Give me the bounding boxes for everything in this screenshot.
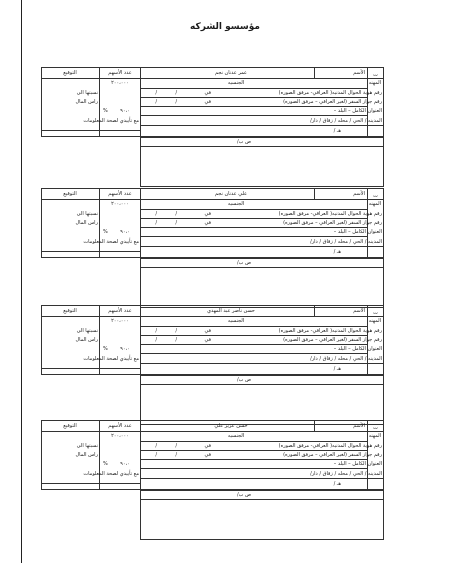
date-in-label: في	[204, 220, 211, 226]
shares-value: ٢٠٠،٠٠٠	[111, 80, 129, 86]
table-row-line	[140, 246, 384, 247]
table-row-line	[140, 106, 367, 107]
founder-notes-box	[140, 375, 384, 425]
shares-header: عدد الأسهم	[108, 70, 132, 76]
table-row-line	[140, 146, 384, 147]
city-row-label: المدينه / الحي / محله / زقاق / دار/	[310, 118, 382, 124]
id-card-label: رقم هوية الحوال المدنيه( العراقي- مرفق الصوره)	[278, 328, 382, 334]
founder-notes-box	[140, 258, 384, 308]
date-in-label: في	[204, 337, 211, 343]
table-row-line	[140, 375, 384, 376]
table-row-line	[140, 478, 384, 479]
table-row-line	[41, 199, 384, 200]
table-row-line	[140, 450, 367, 451]
percent-symbol: %	[103, 461, 108, 467]
date-slash: /	[175, 90, 177, 96]
date-in-label: في	[204, 328, 211, 334]
signature-header: التوقيع	[63, 191, 77, 197]
date-slash: /	[175, 99, 177, 105]
seq-header: ت	[373, 425, 378, 431]
profession-label: المهنه	[368, 80, 381, 86]
founder-name: حسن ناصر عبد المهدي	[207, 308, 255, 314]
percent-symbol: %	[103, 108, 108, 114]
po-box-label: ص ب/	[236, 260, 251, 266]
table-row-line	[140, 363, 384, 364]
city-row-label: المدينه / الحي / محله / زقاق / دار/	[310, 471, 382, 477]
page-left-edge-line	[21, 0, 22, 563]
capital-label: راس المال	[75, 337, 98, 343]
table-row-line	[41, 251, 140, 252]
table-row-line	[41, 78, 384, 79]
shares-value: ٢٠٠،٠٠٠	[111, 433, 129, 439]
date-slash: /	[175, 443, 177, 449]
founder-name: عمر عدنان نجم	[215, 70, 247, 76]
name-header: الأسم	[353, 191, 365, 197]
name-header: الأسم	[353, 423, 365, 429]
table-row-line	[140, 137, 384, 138]
ratio-label: نسبتها الى	[76, 211, 98, 217]
table-row-line	[140, 258, 384, 259]
table-row-line	[140, 441, 367, 442]
percent-value: ٩٠،٠	[120, 229, 130, 235]
h-label: هـ /	[333, 366, 341, 372]
city-row-label: المدينه / الحي / محله / زقاق / دار/	[310, 239, 382, 245]
shares-header: عدد الأسهم	[108, 308, 132, 314]
city-row-label: المدينه / الحي / محله / زقاق / دار/	[310, 356, 382, 362]
table-row-line	[140, 326, 367, 327]
profession-label: المهنه	[368, 318, 381, 324]
table-row-line	[140, 267, 384, 268]
date-slash: /	[155, 99, 157, 105]
passport-label: رقم جواز السفر (لغير العراقي – مرفق الصوره)	[283, 220, 382, 226]
ratio-label: نسبتها الى	[76, 328, 98, 334]
table-row-line	[41, 483, 140, 484]
table-divider	[140, 420, 141, 540]
address-label: العنوان الكامل – البلد –	[333, 346, 382, 352]
date-in-label: في	[204, 452, 211, 458]
date-slash: /	[175, 452, 177, 458]
table-row-line	[140, 97, 367, 98]
signature-header: التوقيع	[63, 70, 77, 76]
date-in-label: في	[204, 211, 211, 217]
percent-value: ٩٠،٠	[120, 108, 130, 114]
table-row-line	[140, 353, 367, 354]
nationality-label: الجنسيه	[227, 80, 245, 86]
table-row-line	[140, 236, 367, 237]
table-divider	[140, 67, 141, 187]
ratio-label: نسبتها الى	[76, 443, 98, 449]
table-row-line	[140, 88, 367, 89]
ratio-label: نسبتها الى	[76, 90, 98, 96]
date-in-label: في	[204, 99, 211, 105]
po-box-label: ص ب/	[236, 139, 251, 145]
date-slash: /	[155, 220, 157, 226]
capital-label: راس المال	[75, 220, 98, 226]
nationality-label: الجنسيه	[227, 201, 245, 207]
table-row-line	[140, 218, 367, 219]
shares-header: عدد الأسهم	[108, 423, 132, 429]
nationality-label: الجنسيه	[227, 433, 245, 439]
founder-notes-box	[140, 137, 384, 187]
signature-header: التوقيع	[63, 308, 77, 314]
passport-label: رقم جواز السفر (لغير العراقي – مرفق الصوره)	[283, 99, 382, 105]
percent-value: ٩٠،٠	[120, 346, 130, 352]
table-row-line	[41, 316, 384, 317]
date-slash: /	[155, 443, 157, 449]
table-row-line	[41, 130, 140, 131]
table-row-line	[140, 115, 367, 116]
table-row-line	[140, 335, 367, 336]
shares-value: ٢٠٠،٠٠٠	[111, 318, 129, 324]
id-card-label: رقم هوية الحوال المدنيه( العراقي- مرفق الصوره)	[278, 211, 382, 217]
table-row-line	[140, 490, 384, 491]
seq-header: ت	[373, 193, 378, 199]
address-label: العنوان الكامل – البلد –	[333, 108, 382, 114]
confirm-label: مع تأييدي لصحة المعلومات	[83, 471, 139, 477]
name-header: الأسم	[353, 70, 365, 76]
confirm-label: مع تأييدي لصحة المعلومات	[83, 356, 139, 362]
percent-symbol: %	[103, 229, 108, 235]
document-title: مؤسسو الشركه	[190, 22, 260, 32]
table-row-line	[140, 459, 367, 460]
date-slash: /	[155, 328, 157, 334]
date-slash: /	[175, 328, 177, 334]
date-slash: /	[175, 337, 177, 343]
signature-header: التوقيع	[63, 423, 77, 429]
shares-value: ٢٠٠،٠٠٠	[111, 201, 129, 207]
id-card-label: رقم هوية الحوال المدنيه( العراقي- مرفق الصوره)	[278, 443, 382, 449]
po-box-label: ص ب/	[236, 492, 251, 498]
table-row-line	[140, 499, 384, 500]
table-row-line	[140, 125, 384, 126]
h-label: هـ /	[333, 128, 341, 134]
date-slash: /	[155, 90, 157, 96]
id-card-label: رقم هوية الحوال المدنيه( العراقي- مرفق الصوره)	[278, 90, 382, 96]
table-row-line	[140, 344, 367, 345]
table-divider	[140, 188, 141, 308]
percent-symbol: %	[103, 346, 108, 352]
h-label: هـ /	[333, 249, 341, 255]
date-slash: /	[175, 211, 177, 217]
table-row-line	[140, 209, 367, 210]
address-label: العنوان الكامل – البلد –	[333, 229, 382, 235]
confirm-label: مع تأييدي لصحة المعلومات	[83, 118, 139, 124]
passport-label: رقم جواز السفر (لغير العراقي – مرفق الصوره)	[283, 452, 382, 458]
h-label: هـ /	[333, 481, 341, 487]
profession-label: المهنه	[368, 201, 381, 207]
table-divider	[140, 305, 141, 425]
table-row-line	[41, 431, 384, 432]
profession-label: المهنه	[368, 433, 381, 439]
date-slash: /	[155, 337, 157, 343]
address-label: العنوان الكامل – البلد –	[333, 461, 382, 467]
table-row-line	[41, 368, 140, 369]
date-slash: /	[155, 211, 157, 217]
capital-label: راس المال	[75, 452, 98, 458]
table-row-line	[140, 468, 367, 469]
date-in-label: في	[204, 90, 211, 96]
seq-header: ت	[373, 310, 378, 316]
founder-notes-box	[140, 490, 384, 540]
passport-label: رقم جواز السفر (لغير العراقي – مرفق الصوره)	[283, 337, 382, 343]
table-row-line	[140, 384, 384, 385]
founder-name: علي عدنان نجم	[214, 191, 248, 197]
seq-header: ت	[373, 72, 378, 78]
table-row-line	[140, 227, 367, 228]
date-slash: /	[155, 452, 157, 458]
po-box-label: ص ب/	[236, 377, 251, 383]
nationality-label: الجنسيه	[227, 318, 245, 324]
confirm-label: مع تأييدي لصحة المعلومات	[83, 239, 139, 245]
name-header: الأسم	[353, 308, 365, 314]
capital-label: راس المال	[75, 99, 98, 105]
date-slash: /	[175, 220, 177, 226]
shares-header: عدد الأسهم	[108, 191, 132, 197]
date-in-label: في	[204, 443, 211, 449]
founder-name: حسن عزيز علي	[214, 423, 248, 429]
percent-value: ٩٠،٠	[120, 461, 130, 467]
